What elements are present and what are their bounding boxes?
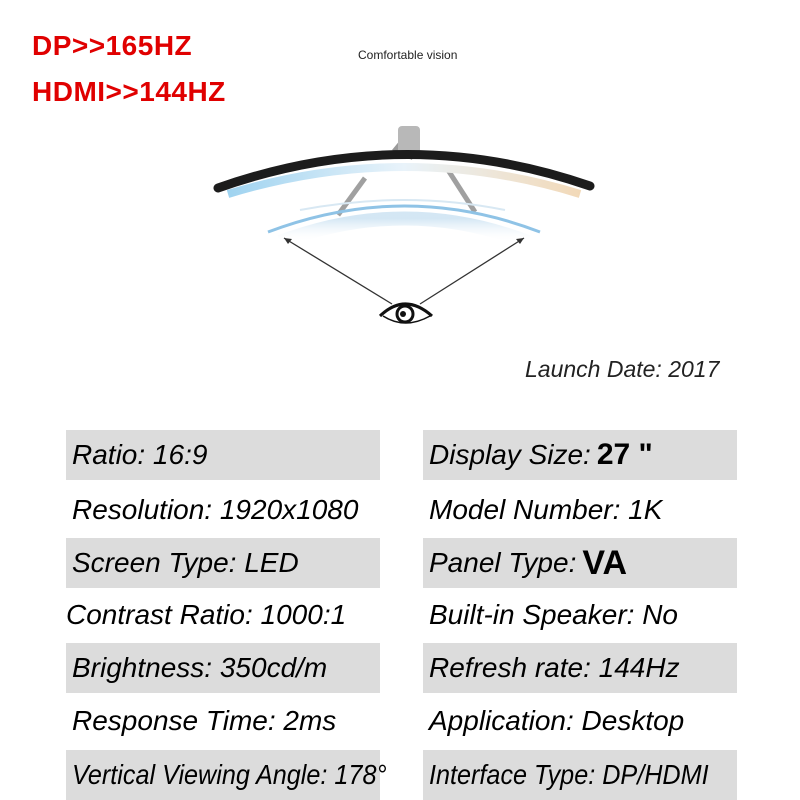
- spec-resolution: Resolution: 1920x1080: [72, 494, 359, 525]
- curved-monitor-illustration: [0, 0, 800, 345]
- spec-vertical-viewing-angle: Vertical Viewing Angle: 178°: [66, 750, 380, 800]
- illustration-caption: Comfortable vision: [358, 48, 458, 62]
- spec-application: Application: Desktop: [429, 705, 685, 736]
- panel-type-value: VA: [582, 543, 628, 582]
- spec-display-size: Display Size: 27 ": [423, 430, 737, 480]
- spec-screen-type: Screen Type: LED: [66, 538, 380, 588]
- eye-icon: [380, 304, 432, 323]
- spec-brightness: Brightness: 350cd/m: [66, 643, 380, 693]
- spec-contrast-ratio: Contrast Ratio: 1000:1: [66, 599, 347, 630]
- spec-interface-type: Interface Type: DP/HDMI: [423, 750, 737, 800]
- spec-refresh-rate: Refresh rate: 144Hz: [423, 643, 737, 693]
- spec-built-in-speaker: Built-in Speaker: No: [429, 599, 679, 630]
- launch-date: Launch Date: 2017: [525, 356, 720, 382]
- sight-line-left: [284, 238, 392, 304]
- display-size-value: 27 ": [596, 438, 653, 471]
- promo-hdmi-refresh: HDMI>>144HZ: [32, 76, 226, 107]
- sight-line-right: [420, 238, 524, 304]
- promo-dp-refresh: DP>>165HZ: [32, 30, 193, 61]
- spec-panel-type: Panel Type: VA: [423, 538, 737, 588]
- spec-response-time: Response Time: 2ms: [72, 705, 337, 736]
- spec-model-number: Model Number: 1K: [429, 494, 663, 525]
- spec-ratio: Ratio: 16:9: [66, 430, 380, 480]
